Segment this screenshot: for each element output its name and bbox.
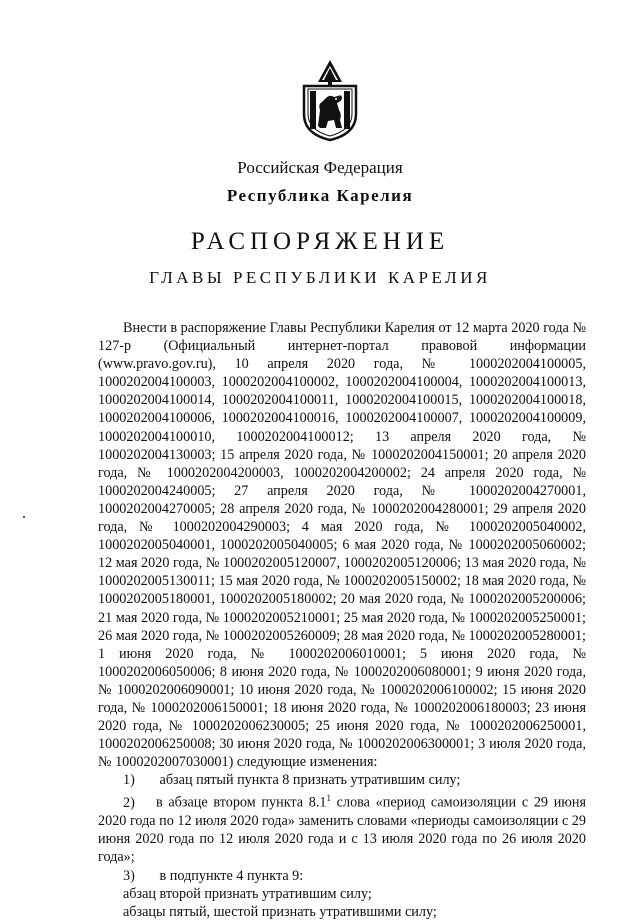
issuer-title: ГЛАВЫ РЕСПУБЛИКИ КАРЕЛИЯ [149, 268, 491, 287]
document-body [98, 319, 586, 921]
republic-name: Республика Карелия [226, 186, 414, 205]
list-item-text: в подпункте 4 пункта 9: [159, 867, 304, 884]
karelia-coat-of-arms-icon [296, 58, 364, 142]
list-item-text: в абзаце втором пункта 8.1 [156, 795, 327, 812]
country-name: Российская Федерация [237, 158, 403, 177]
sub-paragraph-1: абзац второй признать утратившим силу; [123, 885, 372, 902]
document-type-title: РАСПОРЯЖЕНИЕ [190, 228, 450, 255]
list-item-text: абзац пятый пункта 8 признать утратившим силу; [159, 772, 461, 789]
superscript: 1 [326, 793, 331, 804]
intro-paragraph: Внести в распоряжение Главы Республики Карелия от 12 марта 2020 года № 127-р (Официальный интернет-портал правовой информации (www.pravo.gov.ru), 10 апреля 2020 года, № 1000202004100005, 1000202004100003, 1000202004100002, 1000202004100004, 1000202004100013, 1000202004100014, 1000202004100011, 1000202004100015, 1000202004100018, 1000202004100006, 1000202004100016, 1000202004100007, 1000202004100009, 1000202004100010, 1000202004100012; 13 апреля 2020 года, № 1000202004130003; 15 апреля 2020 года, № 1000202004150001; 20 апреля 2020 года, № 1000202004200003, 1000202004200002; 24 апреля 2020 года, № 1000202004240005; 27 апреля 2020 года, № 1000202004270001, 1000202004270005; 28 апреля 2020 года, № 1000202004280001; 29 апреля 2020 года, № 1000202004290003; 4 мая 2020 года, № 1000202005040002, 1000202005040001, 1000202005040005; 6 мая 2020 года, № 1000202005060002; 12 мая 2020 года, № 1000202005120007, 1000202005120006; 13 мая 2020 года, № 1000202005130011; 15 мая 2020 года, № 1000202005150002; 18 мая 2020 года, № 1000202005180001, 1000202005180002; 20 мая 2020 года, № 1000202005200006; 21 мая 2020 года, № 1000202005210001; 25 мая 2020 года, № 1000202005250001; 26 мая 2020 года, № 1000202005260009; 28 мая 2020 года, № 1000202005280001; 1 июня 2020 года, № 1000202006010001; 5 июня 2020 года, № 1000202006050006; 8 июня 2020 года, № 1000202006080001; 9 июня 2020 года, № 1000202006090001; 10 июня 2020 года, № 1000202006100002; 15 июня 2020 года, № 1000202006150001; 18 июня 2020 года, № 1000202006180003; 23 июня 2020 года, № 1000202006230005; 25 июня 2020 года, № 1000202006250001, 1000202006250008; 30 июня 2020 года, № 1000202006300001; 3 июля 2020 года, № 1000202007030001) следующие изменения: [98, 320, 586, 771]
list-item-1 [98, 771, 586, 789]
list-item-3 [98, 867, 586, 885]
list-item-number: 1) [123, 772, 135, 789]
scan-speck [23, 516, 25, 518]
list-item-number: 3) [123, 867, 135, 884]
list-item-text-continued: слова «период самоизоляции с 29 июня 2020 года по 12 июля 2020 года» заменить словами «периоды самоизоляции с 29 июня 2020 года по 12 июля 2020 года и с 13 июля 2020 года по 26 июля 2020 года»; [98, 795, 587, 866]
sub-paragraph-2: абзацы пятый, шестой признать утратившими силу; [123, 903, 437, 920]
list-item-number: 2) [123, 795, 135, 812]
list-item-2 [98, 789, 586, 866]
